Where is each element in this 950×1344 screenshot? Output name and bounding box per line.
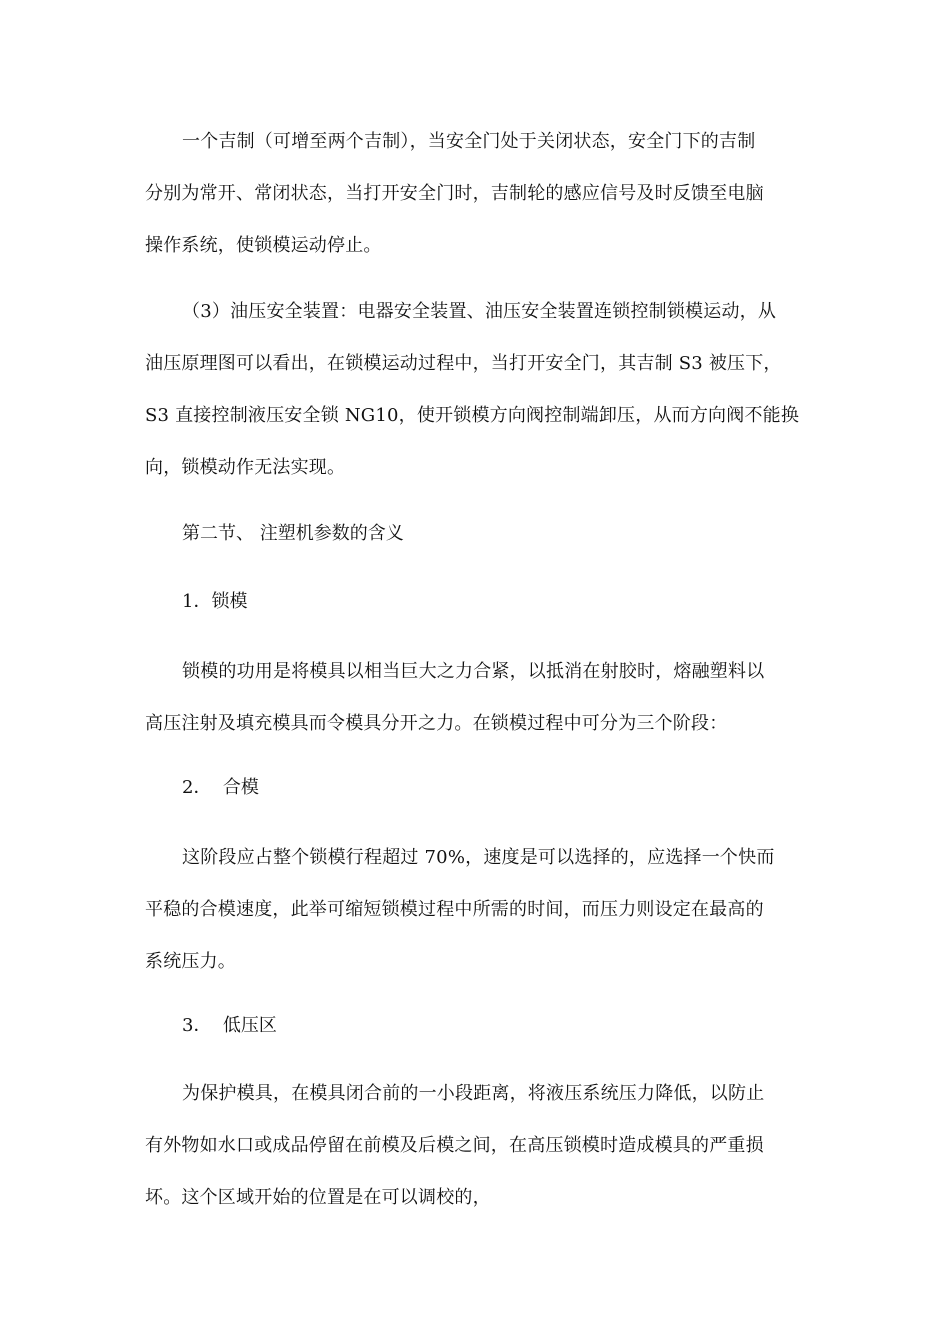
paragraph-safety-gate <box>145 116 805 272</box>
section-heading: 第二节、 注塑机参数的含义 <box>182 523 404 544</box>
paragraph-line: 锁模的功用是将模具以相当巨大之力合紧，以抵消在射胶时，熔融塑料以 <box>182 661 765 682</box>
paragraph-line: 分别为常开、常闭状态，当打开安全门时，吉制轮的感应信号及时反馈至电脑 <box>145 183 764 204</box>
paragraph-line: 油压原理图可以看出，在锁模运动过程中，当打开安全门，其吉制 S3 被压下， <box>145 353 782 374</box>
paragraph-line: 平稳的合模速度，此举可缩短锁模过程中所需的时间，而压力则设定在最高的 <box>145 899 764 920</box>
paragraph-line: 一个吉制（可增至两个吉制），当安全门处于关闭状态，安全门下的吉制 <box>182 131 756 152</box>
paragraph-clamping <box>145 646 805 750</box>
paragraph-mold-closing <box>145 832 805 988</box>
item-heading-mold-closing: 2． 合模 <box>182 777 259 798</box>
paragraph-low-pressure <box>145 1068 805 1224</box>
item-heading-low-pressure: 3． 低压区 <box>182 1015 277 1036</box>
paragraph-line: S3 直接控制液压安全锁 NG10，使开锁模方向阀控制端卸压，从而方向阀不能换 <box>145 405 800 426</box>
paragraph-line: 高压注射及填充模具而令模具分开之力。在锁模过程中可分为三个阶段： <box>145 713 728 734</box>
paragraph-line: 这阶段应占整个锁模行程超过 70%，速度是可以选择的，应选择一个快而 <box>182 847 775 868</box>
item-heading-clamping: 1．锁模 <box>182 591 248 612</box>
paragraph-line: 有外物如水口或成品停留在前模及后模之间，在高压锁模时造成模具的严重损 <box>145 1135 764 1156</box>
paragraph-line: （3）油压安全装置：电器安全装置、油压安全装置连锁控制锁模运动，从 <box>182 301 777 322</box>
paragraph-line: 坏。这个区域开始的位置是在可以调校的， <box>145 1187 491 1208</box>
paragraph-line: 为保护模具，在模具闭合前的一小段距离，将液压系统压力降低，以防止 <box>182 1083 765 1104</box>
paragraph-line: 系统压力。 <box>145 951 236 972</box>
paragraph-line: 向，锁模动作无法实现。 <box>145 457 346 478</box>
paragraph-line: 操作系统，使锁模运动停止。 <box>145 235 382 256</box>
paragraph-hydraulic-safety <box>145 286 805 494</box>
